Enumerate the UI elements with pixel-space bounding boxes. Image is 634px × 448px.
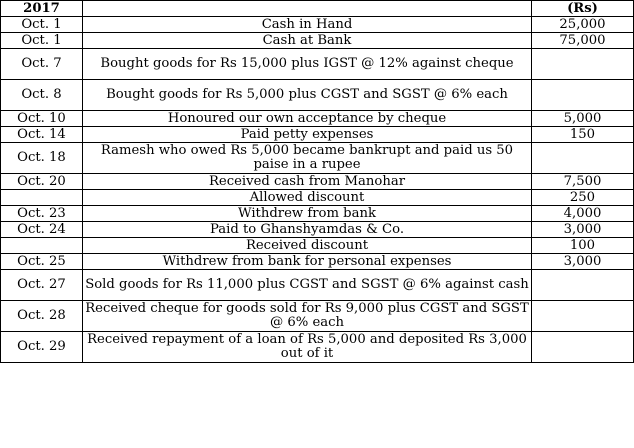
date-cell: Oct. 28 [1,301,83,332]
amount-cell [532,270,634,301]
date-cell: Oct. 7 [1,49,83,80]
table-row [1,33,634,49]
date-cell: Oct. 20 [1,174,83,190]
amount-cell [532,49,634,80]
table-row [1,222,634,238]
description-header [83,1,532,17]
year-header: 2017 [1,1,83,17]
amount-cell: 7,500 [532,174,634,190]
amount-cell: 250 [532,190,634,206]
amount-cell: 150 [532,127,634,143]
description-cell: Paid to Ghanshyamdas & Co. [83,222,532,238]
table-row [1,254,634,270]
amount-cell: 5,000 [532,111,634,127]
date-cell [1,190,83,206]
table-row [1,174,634,190]
date-cell: Oct. 18 [1,143,83,174]
table-row [1,238,634,254]
description-cell: Honoured our own acceptance by cheque [83,111,532,127]
description-cell: Withdrew from bank [83,206,532,222]
amount-cell: 100 [532,238,634,254]
description-cell: Cash in Hand [83,17,532,33]
amount-cell: 4,000 [532,206,634,222]
date-cell: Oct. 27 [1,270,83,301]
amount-cell: 3,000 [532,222,634,238]
table-row [1,111,634,127]
description-cell: Received discount [83,238,532,254]
amount-cell [532,143,634,174]
date-cell: Oct. 24 [1,222,83,238]
date-cell: Oct. 1 [1,33,83,49]
table-row [1,80,634,111]
date-cell: Oct. 25 [1,254,83,270]
amount-cell [532,80,634,111]
date-cell: Oct. 1 [1,17,83,33]
amount-cell: 3,000 [532,254,634,270]
description-cell: Received cash from Manohar [83,174,532,190]
amount-cell [532,332,634,363]
description-cell: Bought goods for Rs 15,000 plus IGST @ 12% against cheque [83,49,532,80]
date-cell: Oct. 14 [1,127,83,143]
header-row [1,1,634,17]
description-cell: Allowed discount [83,190,532,206]
amount-cell [532,301,634,332]
description-cell: Received repayment of a loan of Rs 5,000 and deposited Rs 3,000 out of it [83,332,532,363]
date-cell: Oct. 29 [1,332,83,363]
description-cell: Bought goods for Rs 5,000 plus CGST and SGST @ 6% each [83,80,532,111]
table-row [1,332,634,363]
table-row [1,301,634,332]
description-cell: Ramesh who owed Rs 5,000 became bankrupt and paid us 50 paise in a rupee [83,143,532,174]
amount-cell: 25,000 [532,17,634,33]
table-row [1,49,634,80]
table-row [1,270,634,301]
description-cell: Cash at Bank [83,33,532,49]
amount-header: (Rs) [532,1,634,17]
amount-cell: 75,000 [532,33,634,49]
description-cell: Withdrew from bank for personal expenses [83,254,532,270]
table-row [1,190,634,206]
description-cell: Sold goods for Rs 11,000 plus CGST and SGST @ 6% against cash [83,270,532,301]
date-cell [1,238,83,254]
table-row [1,206,634,222]
table-row [1,17,634,33]
date-cell: Oct. 8 [1,80,83,111]
date-cell: Oct. 23 [1,206,83,222]
description-cell: Received cheque for goods sold for Rs 9,000 plus CGST and SGST @ 6% each [83,301,532,332]
table-row [1,143,634,174]
table-row [1,127,634,143]
date-cell: Oct. 10 [1,111,83,127]
description-cell: Paid petty expenses [83,127,532,143]
